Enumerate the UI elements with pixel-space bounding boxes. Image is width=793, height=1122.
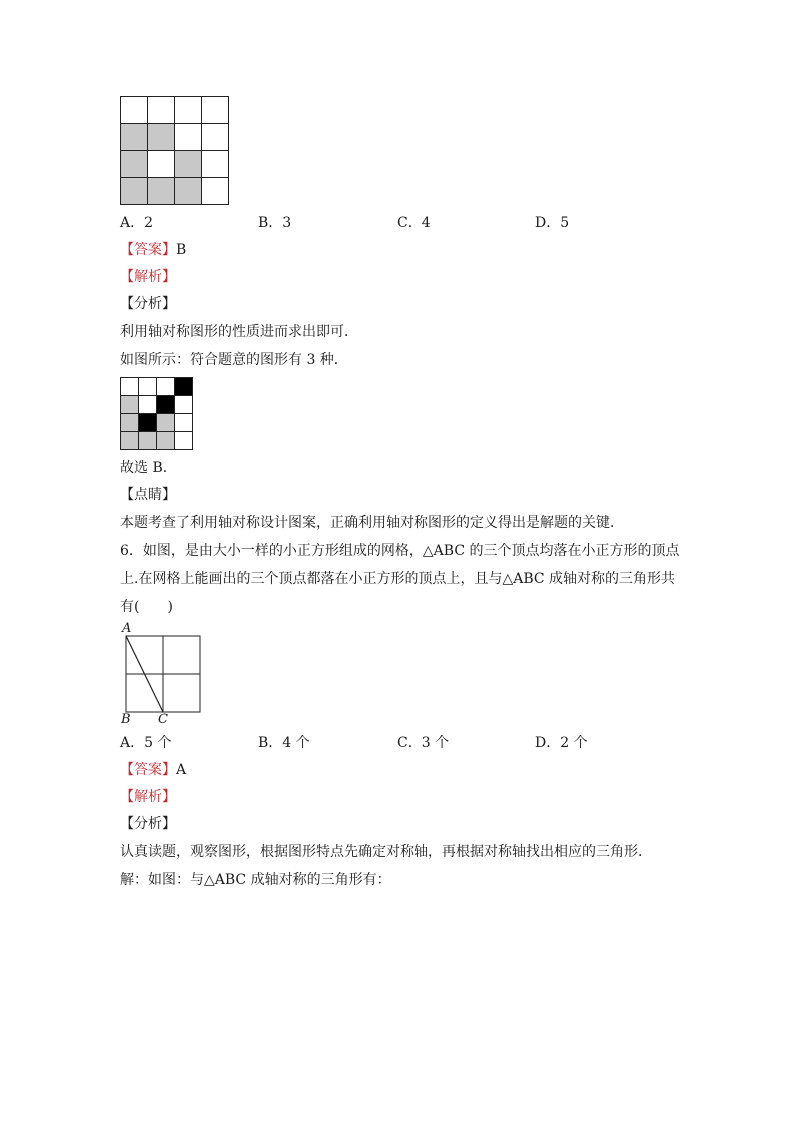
q6-option-c: C．3 个	[397, 735, 450, 751]
q6-stem-line-2: 上.在网格上能画出的三个顶点都落在小正方形的顶点上，且与△ABC 成轴对称的三角形共	[120, 571, 676, 587]
grid-cell-white	[175, 97, 202, 124]
grid-cell-white	[202, 178, 229, 205]
q5-option-b: B．3	[258, 215, 292, 231]
grid-cell-black	[157, 396, 175, 414]
grid-cell-gray	[157, 414, 175, 432]
grid-cell-gray	[175, 151, 202, 178]
grid-cell-gray	[121, 432, 139, 450]
grid-cell-white	[175, 432, 193, 450]
q5-option-a: A．2	[120, 215, 154, 231]
grid-cell-white	[121, 378, 139, 396]
grid-row	[121, 414, 193, 432]
grid-cell-white	[202, 151, 229, 178]
q5-analysis-tag: 【解析】	[120, 269, 176, 285]
q5-solution-grid-figure	[120, 377, 193, 450]
q6-answer	[120, 761, 186, 779]
grid-cell-gray	[121, 414, 139, 432]
q6-option-d: D．2 个	[535, 735, 588, 751]
q5-fenxi-tag: 【分析】	[120, 296, 176, 312]
q5-dianjing-text: 本题考查了利用轴对称设计图案，正确利用轴对称图形的定义得出是解题的关键．	[120, 515, 624, 531]
q6-fenxi-text: 认真读题，观察图形，根据图形特点先确定对称轴，再根据对称轴找出相应的三角形.	[120, 844, 643, 860]
grid-cell-white	[157, 378, 175, 396]
grid-cell-gray	[148, 178, 175, 205]
q6-analysis-tag: 【解析】	[120, 789, 176, 805]
grid-cell-gray	[139, 432, 157, 450]
answer-value: B	[176, 242, 187, 258]
grid-row	[121, 178, 229, 205]
vertex-label-a: A	[122, 621, 132, 636]
grid-cell-white	[139, 378, 157, 396]
q6-option-b: B．4 个	[258, 735, 310, 751]
grid-cell-black	[175, 378, 193, 396]
grid-row	[121, 97, 229, 124]
q5-answer	[120, 241, 186, 259]
q5-option-c: C．4	[397, 215, 431, 231]
grid-cell-gray	[121, 396, 139, 414]
answer-tag: 【答案】	[120, 762, 176, 778]
grid-row	[121, 124, 229, 151]
grid-row	[121, 432, 193, 450]
grid-cell-black	[139, 414, 157, 432]
q6-stem-line-1: 6．如图，是由大小一样的小正方形组成的网格，△ABC 的三个顶点均落在小正方形的顶点	[120, 543, 680, 559]
grid-cell-white	[175, 396, 193, 414]
question5-grid-figure	[120, 96, 229, 205]
grid-cell-gray	[121, 151, 148, 178]
q6-solution-text: 解：如图：与△ABC 成轴对称的三角形有：	[120, 872, 391, 888]
grid-cell-white	[175, 414, 193, 432]
answer-value: A	[176, 762, 187, 778]
grid-cell-white	[175, 124, 202, 151]
grid-row	[121, 151, 229, 178]
grid-cell-gray	[121, 124, 148, 151]
grid-cell-white	[148, 97, 175, 124]
grid-cell-gray	[121, 178, 148, 205]
grid-row	[121, 378, 193, 396]
vertex-label-b: B	[121, 712, 131, 727]
grid-cell-gray	[148, 124, 175, 151]
grid-row	[121, 396, 193, 414]
grid-cell-white	[202, 97, 229, 124]
q5-choose-text: 故选 B．	[120, 460, 177, 476]
grid-cell-gray	[157, 432, 175, 450]
answer-tag: 【答案】	[120, 242, 176, 258]
grid-cell-white	[121, 97, 148, 124]
grid-cell-white	[148, 151, 175, 178]
grid-cell-gray	[175, 178, 202, 205]
grid-cell-white	[139, 396, 157, 414]
q5-option-d: D．5	[535, 215, 570, 231]
q5-dianjing-tag: 【点睛】	[120, 487, 176, 503]
grid-cell-white	[202, 124, 229, 151]
q5-fenxi-text: 利用轴对称图形的性质进而求出即可．	[120, 324, 358, 340]
q6-option-a: A．5 个	[120, 735, 172, 751]
q6-stem-line-3: 有( )	[120, 599, 173, 615]
q5-solution-text: 如图所示：符合题意的图形有 3 种．	[120, 352, 348, 368]
q6-fenxi-tag: 【分析】	[120, 816, 176, 832]
vertex-label-c: C	[158, 712, 168, 727]
